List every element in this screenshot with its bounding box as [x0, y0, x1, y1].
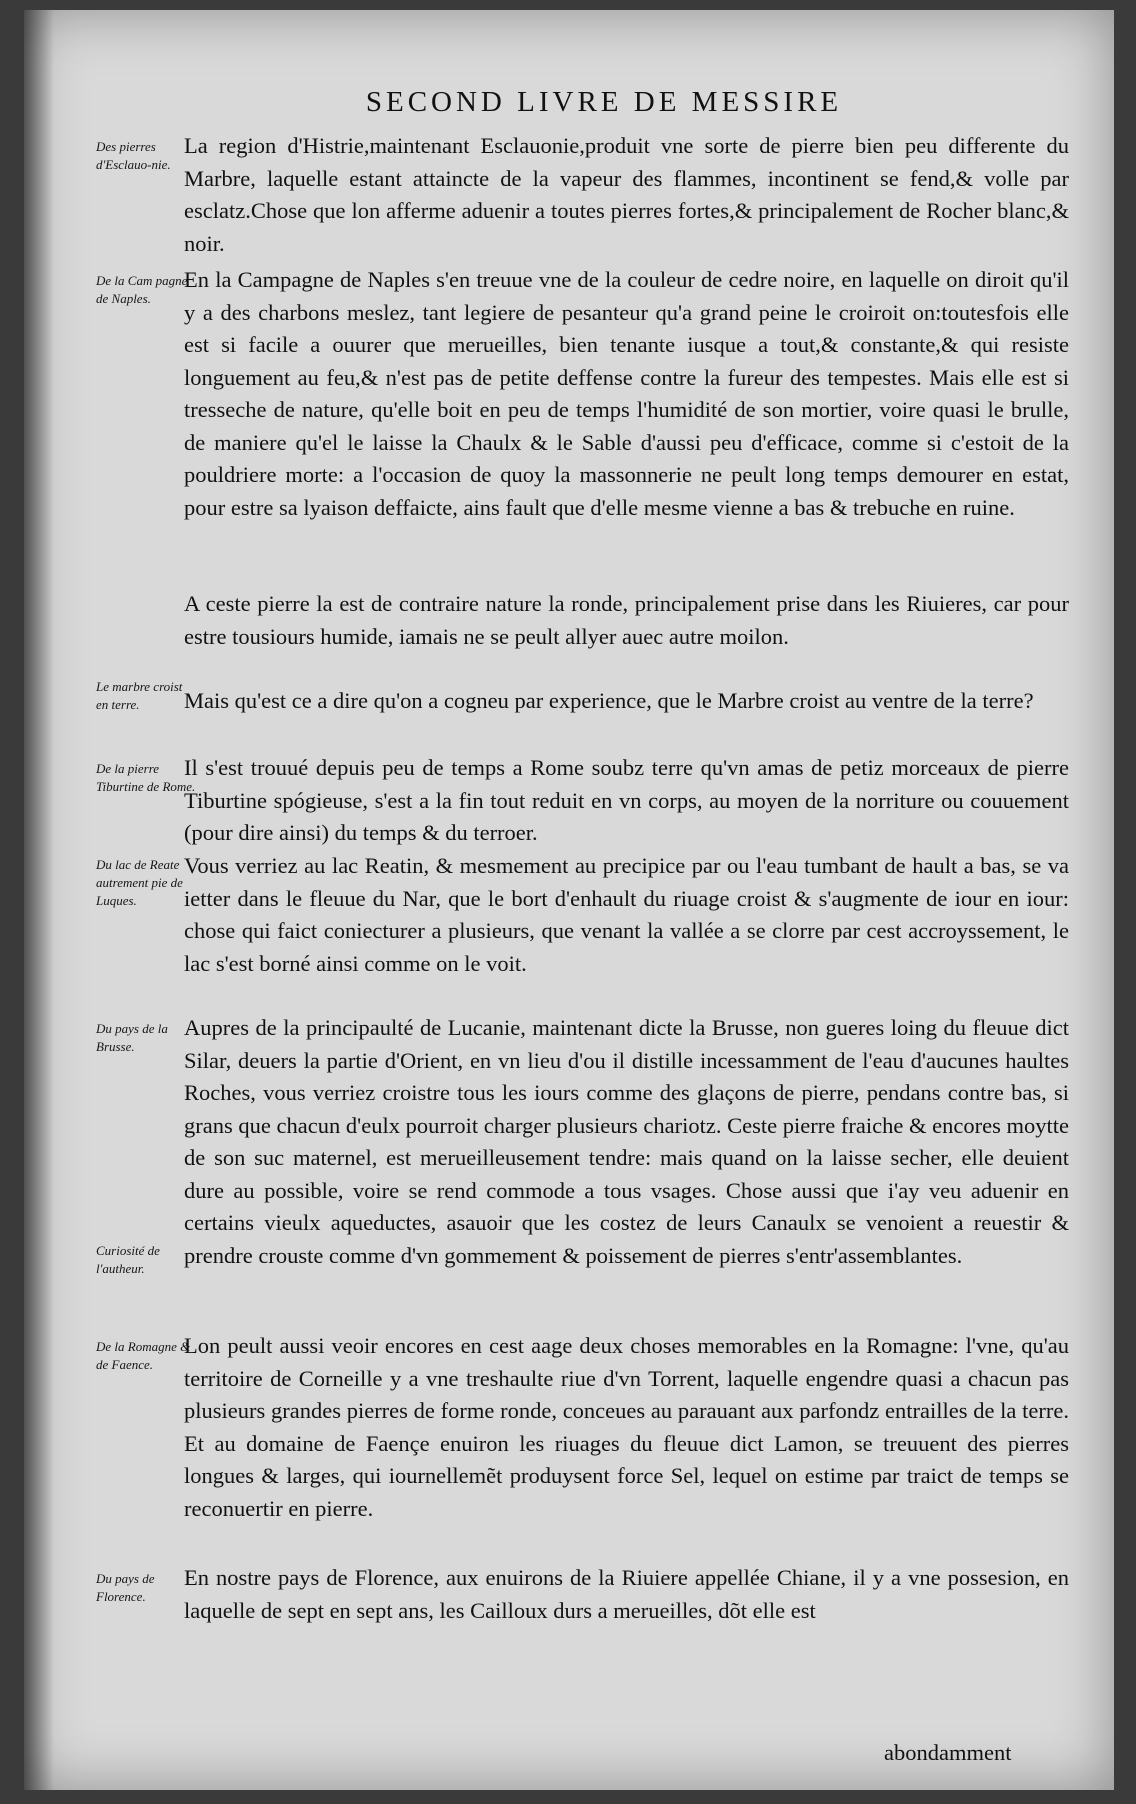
margin-note: Du lac de Reate autrement pie de Luques.	[96, 857, 183, 908]
margin-note: Le marbre croist en terre.	[96, 679, 183, 712]
margin-note: Des pierres d'Esclauo-nie.	[96, 139, 171, 172]
margin-note: Du pays de Florence.	[96, 1571, 155, 1604]
paragraph: Vous verriez au lac Reatin, & mesmement au precipice par ou l'eau tumbant de hault a bas, se va ietter dans le fleuue du Nar, que le bort d'enhault du riuage croist & s'augmente de iour en iour: chose qui faict coniecturer a plusieurs, que venant la vallée a se clorre par cest accroyssement, le lac s'est borné ainsi comme on le voit.	[184, 853, 1069, 976]
paragraph: A ceste pierre la est de contraire nature la ronde, principalement prise dans les Riuieres, car pour estre tousiours humide, iamais ne se peult allyer auec autre moilon.	[184, 591, 1069, 649]
gutter-shadow	[24, 10, 54, 1790]
margin-note: De la pierre Tiburtine de Rome.	[96, 761, 196, 794]
paragraph: Lon peult aussi veoir encores en cest aage deux choses memorables en la Romagne: l'vne, qu'au territoire de Corneille y a vne treshaulte riue d'vn Torrent, laquelle engendre quasi a chacun pas plusieurs grandes pierres de forme ronde, conceues au parauant aux parfondz entrailles de la terre. Et au domaine de Faençe enuiron les riuages du fleuue dict Lamon, se treuuent des pierres longues & larges, qui iournellemẽt produysent force Sel, lequel on estime par traict de temps se reconuertir en pierre.	[184, 1333, 1069, 1521]
margin-note: Du pays de la Brusse.	[96, 1021, 168, 1054]
book-page	[24, 10, 1114, 1790]
paragraph: En nostre pays de Florence, aux enuirons de la Riuiere appellée Chiane, il y a vne possesion, en laquelle de sept en sept ans, les Cailloux durs a merueilles, dõt elle est	[184, 1565, 1069, 1623]
paragraph: Aupres de la principaulté de Lucanie, maintenant dicte la Brusse, non gueres loing du fleuue dict Silar, deuers la partie d'Orient, en vn lieu d'ou il distille incessamment de l'eau d'aucunes haultes Roches, vous verriez croistre tous les iours comme des glaçons de pierre, pendans contre bas, si grans que chacun d'eulx pourroit charger plusieurs chariotz. Ceste pierre fraiche & encores moytte de son suc maternel, est merueilleusement tendre: mais quand on la laisse secher, elle deuient dure au possible, voire se rend commode a tous vsages. Chose aussi que i'ay veu aduenir en certains vieulx aqueductes, asauoir que les costez de leurs Canaulx se venoient a reuestir & prendre crouste comme d'vn gommement & poissement de pierres s'entr'assemblantes.	[184, 1015, 1069, 1268]
margin-note: De la Romagne & de Faence.	[96, 1339, 191, 1372]
margin-note: Curiosité de l'autheur.	[96, 1243, 160, 1276]
running-head: SECOND LIVRE DE MESSIRE	[365, 86, 843, 118]
catchword: abondamment	[884, 1740, 1012, 1765]
paragraph: En la Campagne de Naples s'en treuue vne de la couleur de cedre noire, en laquelle on diroit qu'il y a des charbons meslez, tant legiere de pesanteur qu'a grand peine le croiroit on:toutesfois elle est si facile a ouurer que merueilles, bien tenante iusque a tout,& constante,& qui resiste longuement au feu,& n'est pas de petite deffense contre la fureur des tempestes. Mais elle est si tresseche de nature, qu'elle boit en peu de temps l'humidité de son mortier, voire quasi le brulle, de maniere qu'el le laisse la Chaulx & le Sable d'aussi peu d'efficace, comme si c'estoit de la pouldriere morte: a l'occasion de quoy la massonnerie ne peult long temps demourer en estat, pour estre sa lyaison deffaicte, ains fault que d'elle mesme vienne a bas & trebuche en ruine.	[184, 267, 1069, 520]
paragraph: La region d'Histrie,maintenant Esclauonie,produit vne sorte de pierre bien peu differente du Marbre, laquelle estant attaincte de la vapeur des flammes, incontinent se fend,& volle par esclatz.Chose que lon afferme aduenir a toutes pierres fortes,& principalement de Rocher blanc,& noir.	[184, 133, 1069, 256]
paragraph: Mais qu'est ce a dire qu'on a cogneu par experience, que le Marbre croist au ventre de la terre?	[184, 688, 1034, 713]
paragraph: Il s'est trouué depuis peu de temps a Rome soubz terre qu'vn amas de petiz morceaux de pierre Tiburtine spógieuse, s'est a la fin tout reduit en vn corps, au moyen de la norriture ou couuement (pour dire ainsi) du temps & du terroer.	[184, 755, 1069, 845]
margin-note: De la Cam pagne de Naples.	[96, 273, 188, 306]
